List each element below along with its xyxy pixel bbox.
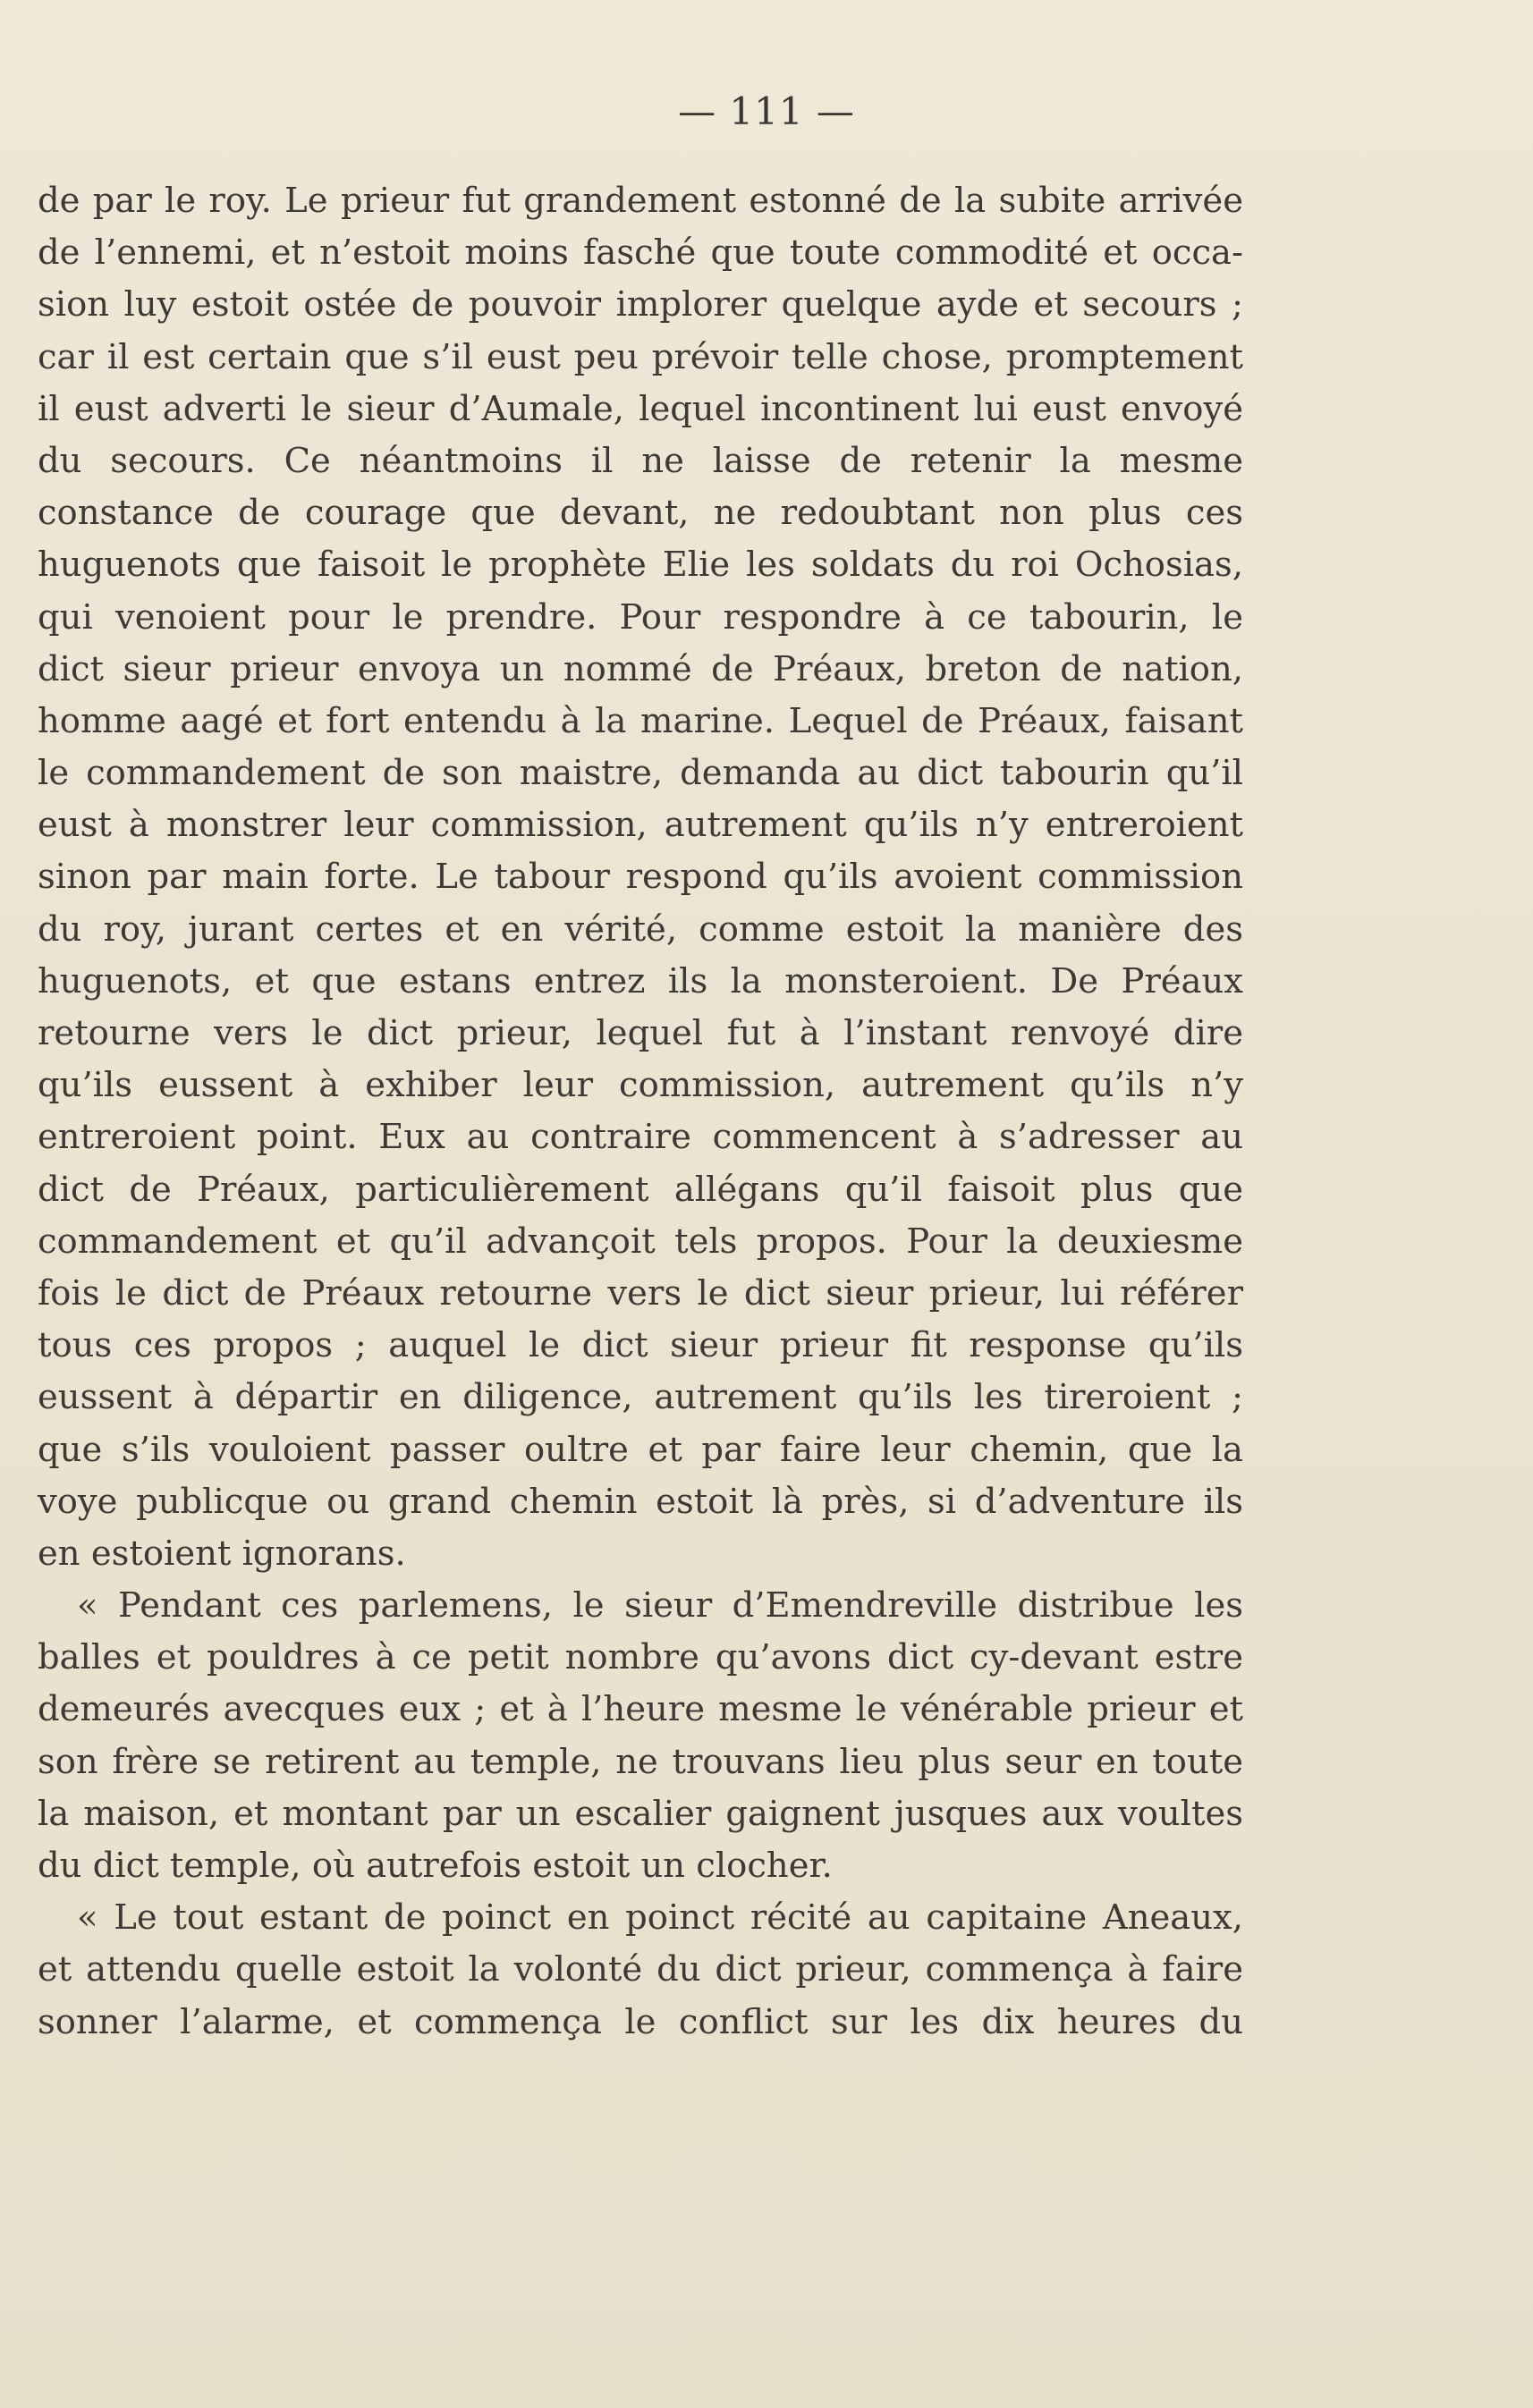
text-line: commandement et qu’il advançoit tels propos. Pour la deuxiesme: [38, 1221, 1243, 1262]
text-line-paragraph-start: « Le tout estant de poinct en poinct récité au capitaine Aneaux,: [77, 1897, 1243, 1939]
text-line: sinon par main forte. Le tabour respond qu’ils avoient commission: [38, 857, 1243, 898]
text-line-paragraph-end: en estoient ignorans.: [38, 1533, 406, 1574]
body-text: [38, 175, 1243, 2049]
text-line: huguenots, et que estans entrez ils la monsteroient. De Préaux: [38, 960, 1243, 1001]
text-line: fois le dict de Préaux retourne vers le dict sieur prieur, lui référer: [38, 1272, 1243, 1314]
text-line: qu’ils eussent à exhiber leur commission, autrement qu’ils n’y: [38, 1065, 1243, 1106]
text-line: du roy, jurant certes et en vérité, comme estoit la manière des: [38, 908, 1243, 950]
text-line: car il est certain que s’il eust peu prévoir telle chose, promptement: [38, 336, 1243, 377]
text-line: de l’ennemi, et n’estoit moins fasché que toute commodité et occa-: [38, 232, 1243, 274]
text-line: que s’ils vouloient passer oultre et par faire leur chemin, que la: [38, 1429, 1243, 1470]
text-line: homme aagé et fort entendu à la marine. Lequel de Préaux, faisant: [38, 700, 1243, 741]
text-line: du secours. Ce néantmoins il ne laisse de retenir la mesme: [38, 440, 1243, 481]
text-line: sonner l’alarme, et commença le conflict sur les dix heures du: [38, 2001, 1243, 2042]
text-line: constance de courage que devant, ne redoubtant non plus ces: [38, 493, 1243, 534]
text-line: il eust adverti le sieur d’Aumale, lequel incontinent lui eust envoyé: [38, 388, 1243, 429]
text-line: dict de Préaux, particulièrement allégans qu’il faisoit plus que: [38, 1169, 1243, 1210]
text-line: de par le roy. Le prieur fut grandement estonné de la subite arrivée: [38, 181, 1243, 221]
text-line: son frère se retirent au temple, ne trouvans lieu plus seur en toute: [38, 1741, 1243, 1782]
text-line: voye publicque ou grand chemin estoit là près, si d’adventure ils: [38, 1481, 1243, 1522]
text-line: eust à monstrer leur commission, autrement qu’ils n’y entreroient: [38, 805, 1243, 846]
page-number: — 111 —: [678, 89, 855, 133]
text-line: huguenots que faisoit le prophète Elie les soldats du roi Ochosias,: [38, 545, 1243, 586]
text-line: la maison, et montant par un escalier gaignent jusques aux voultes: [38, 1793, 1243, 1834]
text-line: qui venoient pour le prendre. Pour respondre à ce tabourin, le: [38, 596, 1243, 638]
text-line: sion luy estoit ostée de pouvoir implorer quelque ayde et secours ;: [38, 284, 1243, 325]
text-line: balles et pouldres à ce petit nombre qu’avons dict cy-devant estre: [38, 1637, 1243, 1678]
text-line: demeurés avecques eux ; et à l’heure mesme le vénérable prieur et: [38, 1689, 1243, 1730]
text-line: entreroient point. Eux au contraire commencent à s’adresser au: [38, 1117, 1243, 1158]
text-line: le commandement de son maistre, demanda au dict tabourin qu’il: [38, 753, 1243, 794]
text-line: tous ces propos ; auquel le dict sieur prieur fit response qu’ils: [38, 1325, 1243, 1366]
text-line-paragraph-start: « Pendant ces parlemens, le sieur d’Emendreville distribue les: [77, 1585, 1243, 1626]
text-line: et attendu quelle estoit la volonté du dict prieur, commença à faire: [38, 1949, 1243, 1990]
text-line-paragraph-end: du dict temple, où autrefois estoit un clocher.: [38, 1846, 833, 1886]
text-line: dict sieur prieur envoya un nommé de Préaux, breton de nation,: [38, 648, 1243, 689]
text-line: retourne vers le dict prieur, lequel fut à l’instant renvoyé dire: [38, 1013, 1243, 1053]
text-line: eussent à départir en diligence, autrement qu’ils les tireroient ;: [38, 1377, 1243, 1418]
